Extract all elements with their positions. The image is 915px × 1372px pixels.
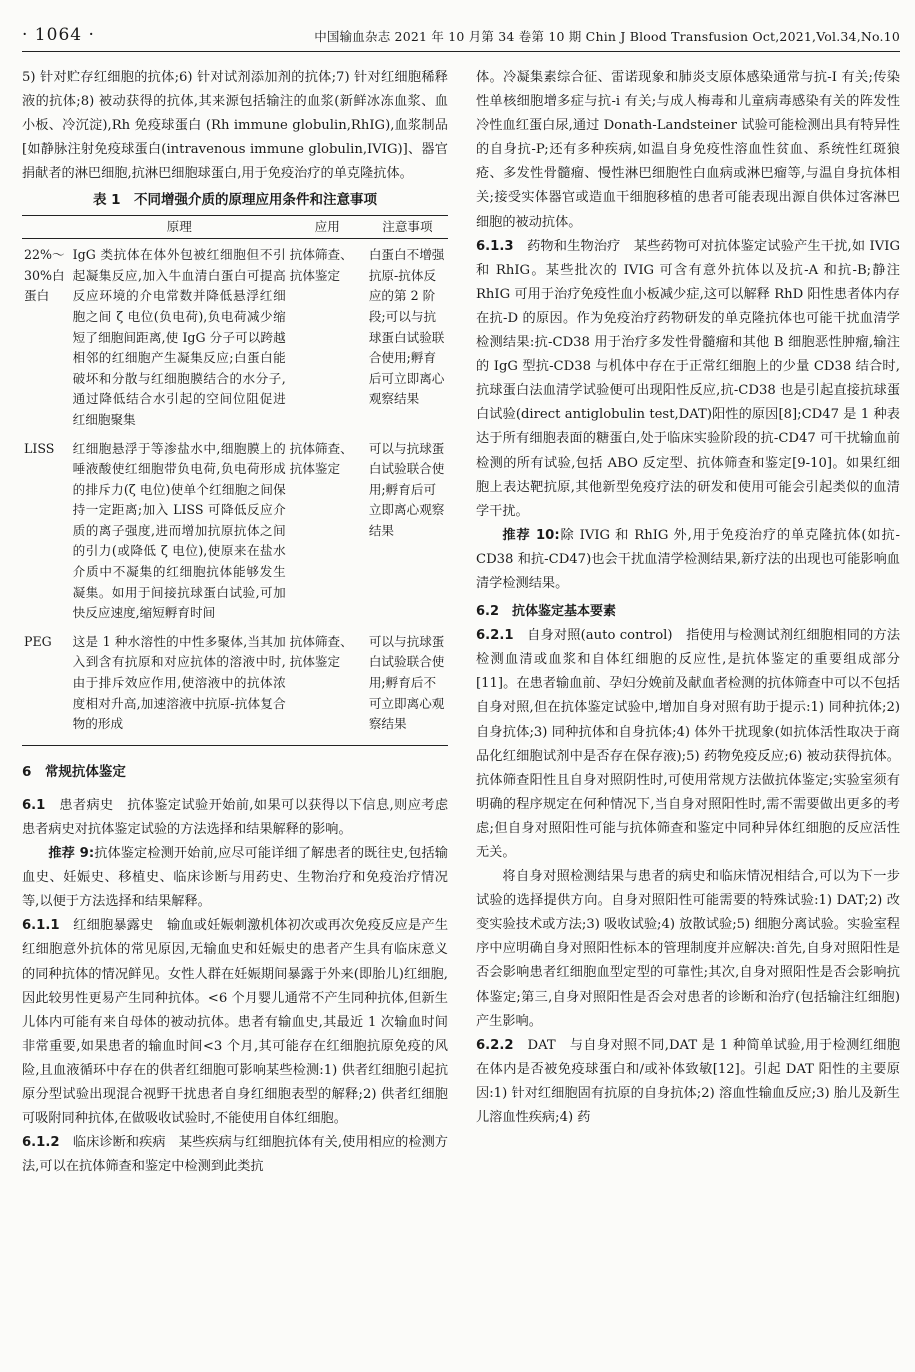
- recommendation-label: 推荐 9:: [48, 846, 95, 862]
- section-number: 6.1.3: [476, 238, 514, 254]
- section-number: 6.2: [476, 604, 500, 620]
- section-heading: 抗体鉴定基本要素: [512, 604, 617, 620]
- section-heading: 药物和生物治疗: [527, 238, 621, 254]
- table-cell-application: 抗体筛查、抗体鉴定: [288, 626, 367, 745]
- body-paragraph: 将自身对照检测结果与患者的病史和临床情况相结合,可以为下一步试验的选择提供方向。自身对照阳性可能需要的特殊试验:1) DAT;2) 改变实验技术或方法;3) 吸收试验;4) 放散试验;5) 细胞分离试验。实验室程序中应明确自身对照阳性标本的管理制度并应解决:首先,自身对照阳性是否会影响患者红细胞血型定型的可靠性;其次,自身对照阳性是否会影响抗体鉴定;第三,自身对照阳性是否会对患者的诊断和治疗(包括输注红细胞)产生影响。: [476, 869, 900, 1029]
- section-6-2-heading: [476, 600, 900, 624]
- section-6-1-paragraph: [22, 794, 448, 842]
- section-number: 6.1: [22, 797, 46, 813]
- right-column: [476, 66, 900, 1130]
- section-text: 某些疾病与红细胞抗体有关,使用相应的检测方法,可以在抗体筛查和鉴定中检测到此类抗: [22, 1135, 448, 1175]
- left-column: [22, 66, 448, 1179]
- section-text: 与自身对照不同,DAT 是 1 种简单试验,用于检测红细胞在体内是否被免疫球蛋白和/或补体致敏[12]。引起 DAT 阳性的主要原因:1) 针对红细胞固有抗原的自身抗体;2) 溶血性输血反应;3) 胎儿及新生儿溶血性疾病;4) 药: [476, 1037, 901, 1126]
- table-title: 表 1 不同增强介质的原理应用条件和注意事项: [92, 192, 378, 209]
- table-cell-principle: 红细胞悬浮于等渗盐水中,细胞膜上的唾液酸使红细胞带负电荷,负电荷形成的排斥力(ζ 电位)使单个红细胞之间保持一定距离;加入 LISS 可降低反应介质的离子强度,进而增加抗原抗体之间的引力(或降低 ζ 电位),使原来在盐水介质中不凝集的红细胞抗体能够发生凝集。如用于间接抗球蛋白试验,可加快反应速度,缩短孵育时间: [72, 440, 286, 621]
- section-number: 6.2.2: [476, 1037, 514, 1053]
- enhancement-media-table: [22, 215, 448, 746]
- table-cell-notes: 可以与抗球蛋白试验联合使用;孵育后不可立即离心观察结果: [367, 626, 448, 745]
- section-text: 指使用与检测试剂红细胞相同的方法检测血清或血浆和自体红细胞的反应性,是抗体鉴定的重要组成部分[11]。在患者输血前、孕妇分娩前及献血者检测的抗体筛查中可以不包括自身对照,但在抗体鉴定试验中,增加自身对照有助于提示:1) 同种抗体;2) 自身抗体;3) 同种抗体和自身抗体;4) 体外干扰现象(如抗体活性取决于商品化红细胞试剂中是否存在保存液);5) 药物免疫反应;6) 被动获得抗体。抗体筛查阳性且自身对照阴性时,可使用常规方法做抗体鉴定;实验室须有明确的程序规定在何种情况下,当自身对照阳性时,需不需要做出更多的考虑;但自身对照阳性可能与抗体筛查和鉴定中同种异体红细胞的反应活性无关。: [476, 628, 901, 860]
- running-title: 中国输血杂志 2021 年 10 月第 34 卷第 10 期 Chin J Blood Transfusion Oct,2021,Vol.34,No.10: [314, 29, 900, 44]
- section-text: 抗体鉴定试验开始前,如果可以获得以下信息,则应考虑患者病史对抗体鉴定试验的方法选择和结果解释的影响。: [22, 797, 449, 837]
- table-cell-application: 抗体筛查、抗体鉴定: [289, 247, 353, 283]
- table-cell-principle: 这是 1 种水溶性的中性多聚体,当其加入到含有抗原和对应抗体的溶液中时,由于排斥效应作用,使溶液中的抗体浓度相对升高,加速溶液中抗原-抗体复合物的形成: [71, 626, 288, 745]
- continuation-paragraph: 体。冷凝集素综合征、雷诺现象和肺炎支原体感染通常与抗-I 有关;传染性单核细胞增多症与抗-i 有关;与成人梅毒和儿童病毒感染有关的阵发性冷性血红蛋白尿,通过 Donath-Landsteiner 试验可能检测出具有特异性的自身抗-P;还有多种疾病,如温自身免疫性溶血性贫血、系统性红斑狼疮、多发性骨髓瘤、慢性淋巴细胞性白血病或淋巴瘤等,与温自身抗体相关;接受实体器官或造血干细胞移植的患者可能表现出源自供体过客淋巴细胞的被动抗体。: [476, 70, 900, 230]
- section-6-2-2-paragraph: [476, 1034, 900, 1130]
- recommendation-9: [22, 842, 448, 914]
- page-number: · 1064 ·: [22, 25, 95, 45]
- section-6-heading: 6 常规抗体鉴定: [22, 763, 126, 780]
- table-cell-notes: 可以与抗球蛋白试验联合使用;孵育后可立即离心观察结果: [368, 440, 445, 538]
- section-heading: 临床诊断和疾病: [72, 1135, 166, 1151]
- table-cell-principle: IgG 类抗体在体外包被红细胞但不引起凝集反应,加入牛血清白蛋白可提高反应环境的介电常数并降低悬浮红细胞之间 ζ 电位(负电荷),负电荷减少缩短了细胞间距离,使 IgG 分子可以跨越相邻的红细胞产生凝集反应;白蛋白能破坏和分散与红细胞膜结合的水分子,通过降低结合水引起的空间位阻促进红细胞聚集: [72, 247, 286, 427]
- recommendation-label: 推荐 10:: [502, 527, 560, 543]
- section-heading: DAT: [527, 1037, 556, 1053]
- section-6-1-2-paragraph: [22, 1131, 448, 1179]
- intro-paragraph: 5) 针对贮存红细胞的抗体;6) 针对试剂添加剂的抗体;7) 针对红细胞稀释液的抗体;8) 被动获得的抗体,其来源包括输注的血浆(新鲜冰冻血浆、血小板、冷沉淀),Rh 免疫球蛋白 (Rh immune globulin,RhIG),血浆制品[如静脉注射免疫球蛋白(intravenous immune globulin,IVIG)]、器官捐献者的淋巴细胞,抗淋巴细胞球蛋白,用于免疫治疗的单克隆抗体。: [22, 70, 448, 182]
- section-heading: 自身对照(auto control): [527, 628, 673, 644]
- table-header-notes: 注意事项: [367, 215, 448, 239]
- section-number: 6.1.1: [22, 918, 60, 934]
- section-6-2-1-paragraph: [476, 624, 900, 865]
- table-cell-medium: PEG: [22, 626, 71, 745]
- table-header-application: 应用: [288, 215, 367, 239]
- section-6-1-1-paragraph: [22, 914, 448, 1131]
- section-text: 输血或妊娠刺激机体初次或再次免疫反应是产生红细胞意外抗体的常见原因,无输血史和妊娠史的患者产生具有临床意义的同种抗体的情况鲜见。女性人群在妊娠期间暴露于外来(即胎儿)红细胞,因此较男性更易产生同种抗体。<6 个月婴儿通常不产生同种抗体,但新生儿体内可能有来自母体的被动抗体。患者有输血史,其最近 1 次输血时间非常重要,如果患者的输血时间<3 个月,其可能存在红细胞抗原免疫的风险,且血液循环中存在的供者红细胞可影响某些检测:1) 供者红细胞引起抗原分型试验出现混合视野干扰患者自身红细胞表型的解释;2) 供者红细胞可吸附同种抗体,在做吸收试验时,不能使用自体红细胞。: [22, 918, 449, 1127]
- table-cell-medium: 22%～30%白蛋白: [24, 247, 65, 304]
- section-text: 某些药物可对抗体鉴定试验产生干扰,如 IVIG 和 RhIG。某些批次的 IVIG 可含有意外抗体以及抗-A 和抗-B;静注 RhIG 可用于治疗免疫性血小板减少症,这可以解释 RhD 阳性患者体内存在抗-D 的原因。作为免疫治疗药物研发的单克隆抗体也可能干扰血清学检测结果:抗-CD38 用于治疗多发性骨髓瘤和其他 B 细胞恶性肿瘤,输注的 IgG 型抗-CD38 与机体中存在于正常红细胞上的少量 CD38 结合时,抗球蛋白法血清学试验便可出现阳性反应,抗-CD38 也是引起直接抗球蛋白试验(direct antiglobulin test,DAT)阳性的原因[8];CD47 是 1 种表达于所有细胞表面的糖蛋白,处于临床实验阶段的抗-CD47 可干扰输血前检测的所有试验,包括 ABO 反定型、抗体筛查和鉴定[9-10]。如果红细胞上表达靶抗原,其他新型免疫疗法的研发和使用可能会引起类似的血清学干扰。: [476, 238, 901, 519]
- section-6-1-3-paragraph: [476, 235, 900, 524]
- section-number: 6.1.2: [22, 1135, 60, 1151]
- page-header: [22, 22, 900, 52]
- table-cell-notes: 白蛋白不增强抗原-抗体反应的第 2 阶段;可以与抗球蛋白试验联合使用;孵育后可立即离心观察结果: [368, 247, 445, 407]
- table-row: [22, 239, 448, 433]
- section-heading: 患者病史: [59, 797, 114, 813]
- recommendation-10: [476, 524, 900, 596]
- section-heading: 红细胞暴露史: [73, 918, 154, 934]
- recommendation-text: 抗体鉴定检测开始前,应尽可能详细了解患者的既往史,包括输血史、妊娠史、移植史、临床诊断与用药史、生物治疗和免疫治疗情况等,以便于方法选择和结果解释。: [22, 846, 448, 910]
- table-cell-application: 抗体筛查、抗体鉴定: [289, 440, 353, 477]
- table-header-row: [22, 215, 448, 239]
- recommendation-text: 除 IVIG 和 RhIG 外,用于免疫治疗的单克隆抗体(如抗-CD38 和抗-CD47)也会干扰血清学检测结果,新疗法的出现也可能影响血清学检测结果。: [476, 527, 900, 591]
- table-header-medium: [22, 215, 71, 239]
- table-row: [22, 626, 448, 745]
- table-row: [22, 433, 448, 626]
- section-number: 6.2.1: [476, 628, 514, 644]
- table-cell-medium: LISS: [24, 440, 55, 456]
- table-header-principle: 原理: [71, 215, 288, 239]
